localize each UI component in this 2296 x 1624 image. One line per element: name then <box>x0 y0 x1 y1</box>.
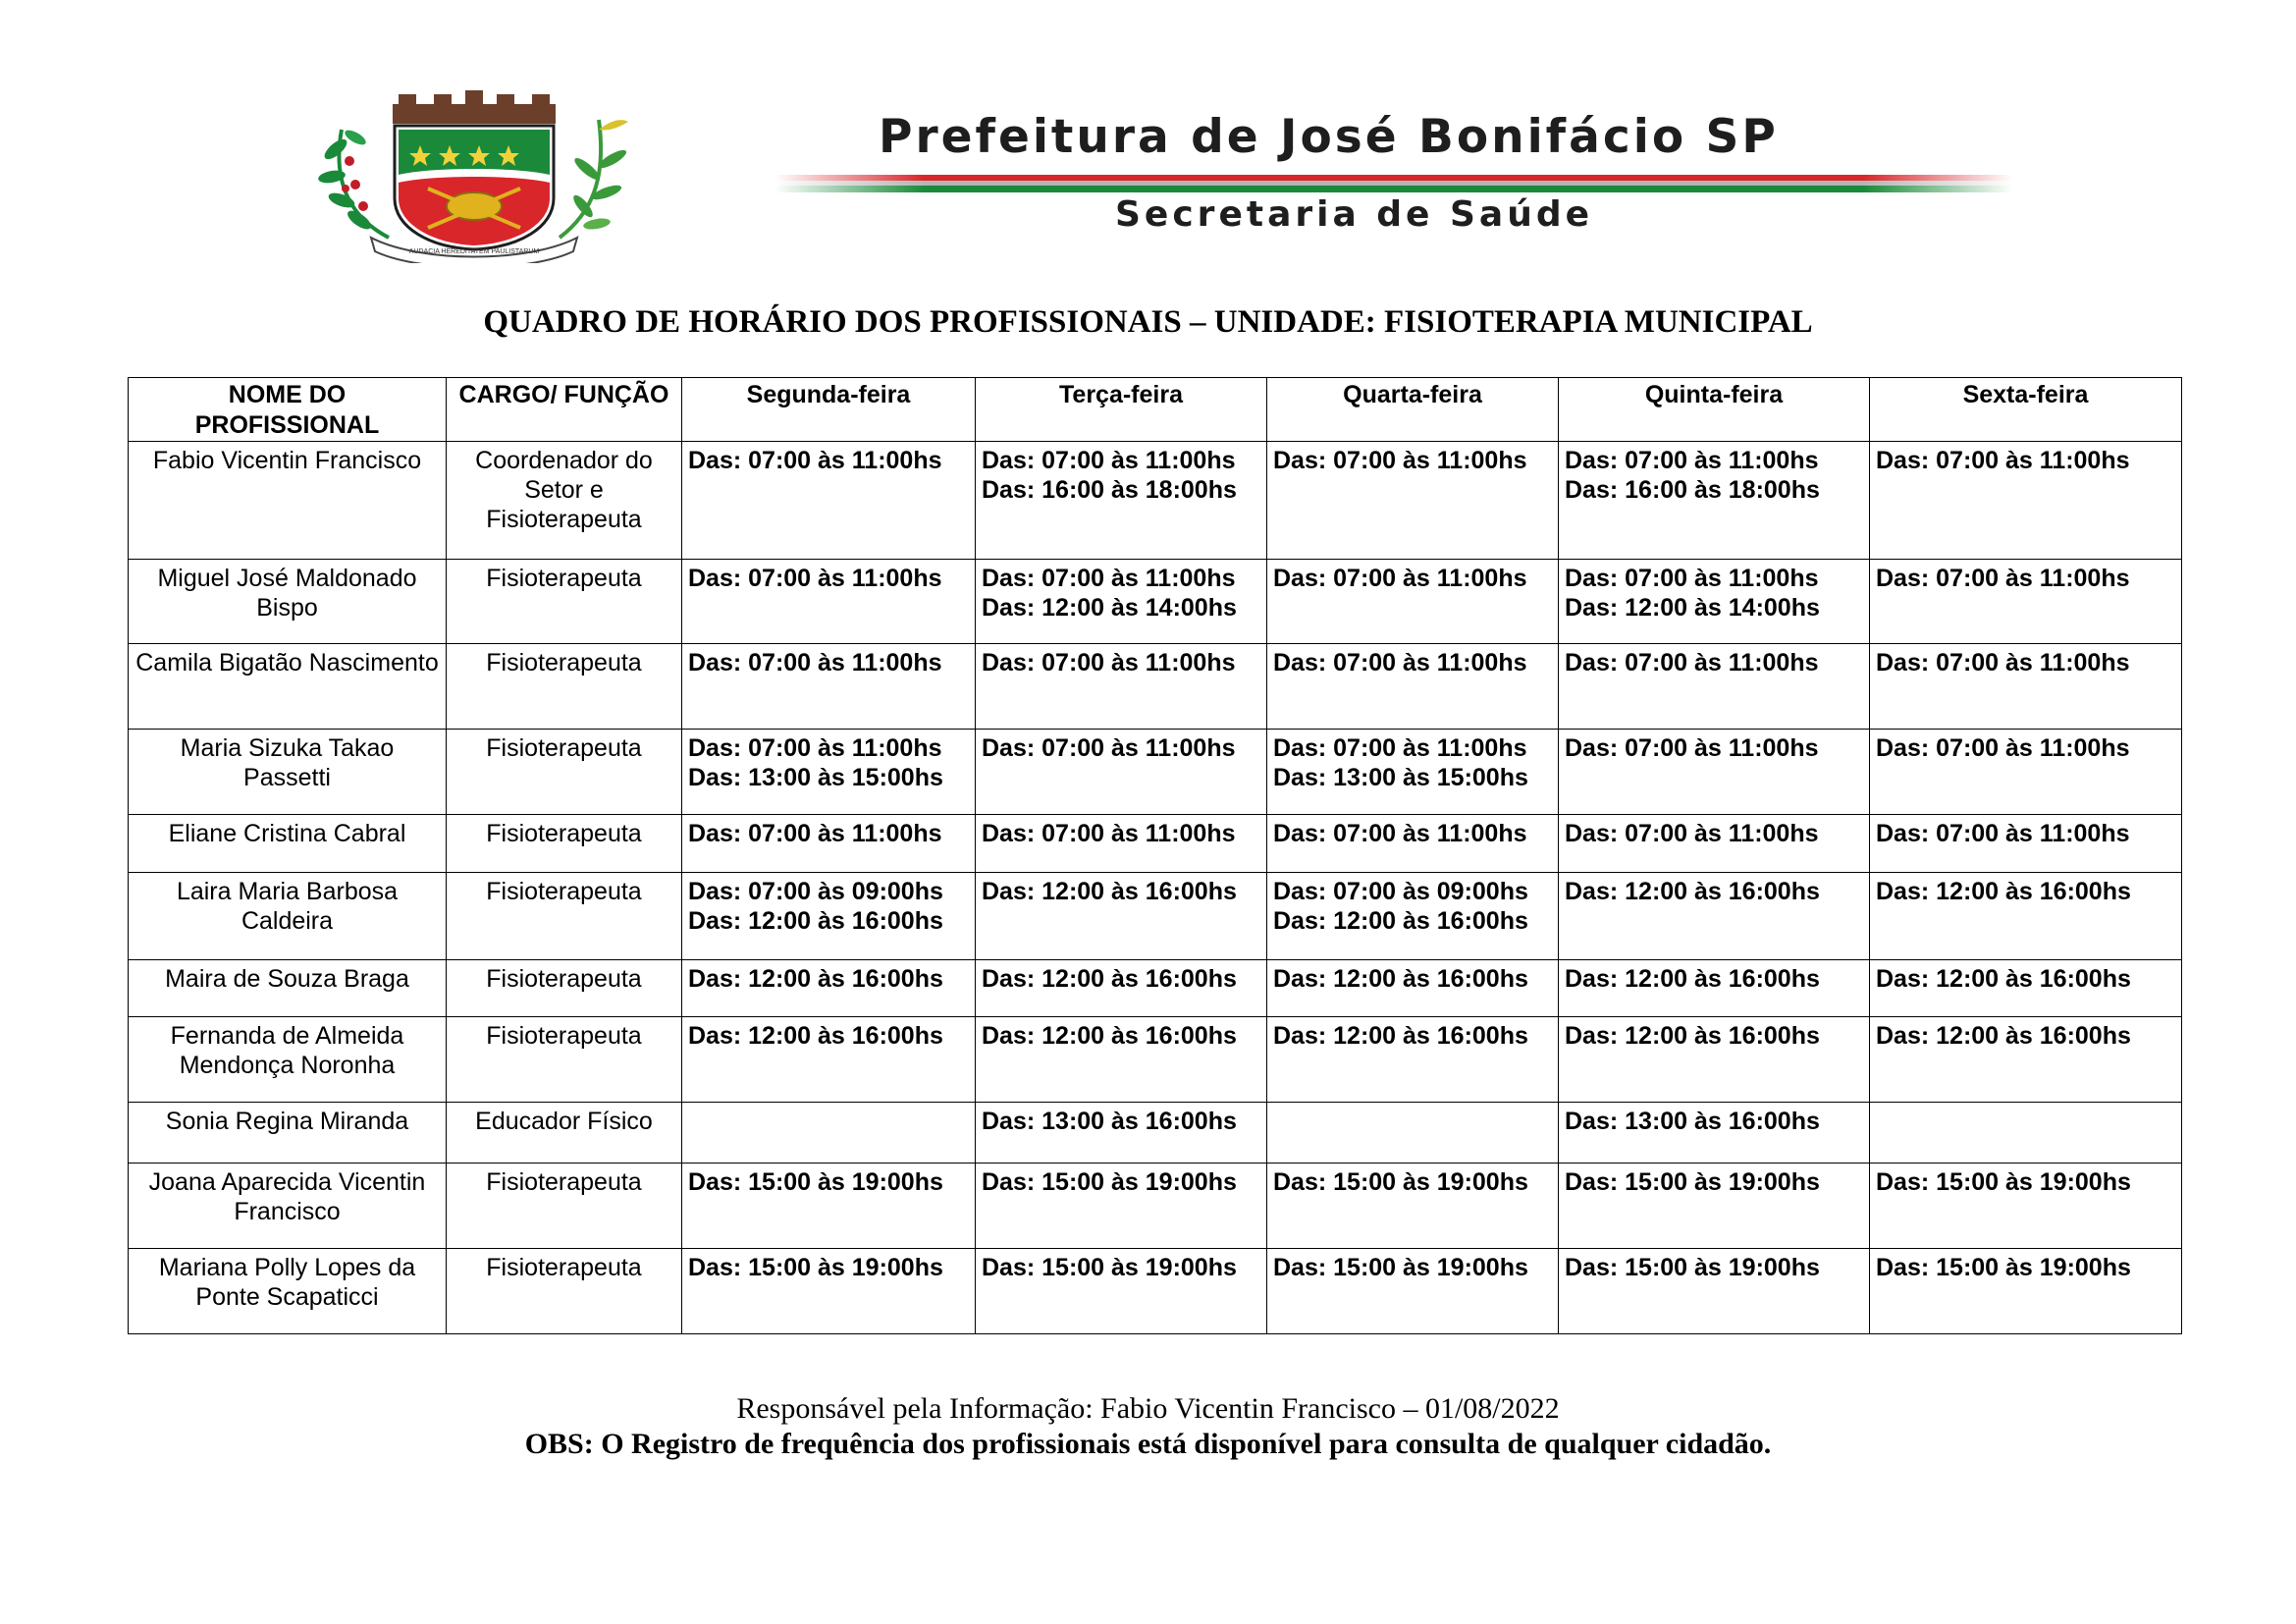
time-slot: Das: 12:00 às 16:00hs <box>1565 878 1820 905</box>
schedule-cell-monday <box>682 960 976 1017</box>
column-header-friday: Sexta-feira <box>1870 378 2182 442</box>
time-slot: Das: 12:00 às 16:00hs <box>1273 907 1528 935</box>
time-slot: Das: 16:00 às 18:00hs <box>1565 476 1820 504</box>
time-slot: Das: 15:00 às 19:00hs <box>982 1168 1237 1196</box>
column-header-tuesday: Terça-feira <box>976 378 1267 442</box>
time-slot: Das: 07:00 às 11:00hs <box>1273 820 1527 847</box>
time-slot: Das: 07:00 às 11:00hs <box>982 734 1236 762</box>
time-slot: Das: 12:00 às 16:00hs <box>688 965 943 993</box>
schedule-cell-thursday <box>1559 960 1870 1017</box>
time-slot: Das: 07:00 às 11:00hs <box>1565 734 1819 762</box>
schedule-cell-friday <box>1870 1103 2182 1164</box>
schedule-cell-monday <box>682 1249 976 1334</box>
time-slot: Das: 12:00 às 16:00hs <box>1273 1022 1528 1050</box>
time-slot: Das: 07:00 às 11:00hs <box>1876 820 2130 847</box>
schedule-cell-friday <box>1870 560 2182 644</box>
schedule-cell-tuesday <box>976 730 1267 815</box>
document-title: QUADRO DE HORÁRIO DOS PROFISSIONAIS – UNIDADE: FISIOTERAPIA MUNICIPAL <box>483 304 1813 340</box>
table-row <box>129 960 2182 1017</box>
schedule-cell-tuesday <box>976 815 1267 873</box>
schedule-cell-tuesday <box>976 960 1267 1017</box>
schedule-cell-monday <box>682 1017 976 1103</box>
schedule-cell-thursday <box>1559 644 1870 730</box>
professional-role: Fisioterapeuta <box>447 873 682 960</box>
time-slot: Das: 07:00 às 11:00hs <box>1876 734 2130 762</box>
schedule-cell-thursday <box>1559 815 1870 873</box>
table-row <box>129 1017 2182 1103</box>
table-row <box>129 873 2182 960</box>
table-row <box>129 1103 2182 1164</box>
column-header-name: NOME DO PROFISSIONAL <box>129 378 447 442</box>
professional-name: Eliane Cristina Cabral <box>129 815 447 873</box>
schedule-cell-tuesday <box>976 1249 1267 1334</box>
time-slot: Das: 07:00 às 11:00hs <box>1876 565 2130 592</box>
professional-role: Fisioterapeuta <box>447 1164 682 1249</box>
professional-role: Coordenador do Setor e Fisioterapeuta <box>447 442 682 560</box>
schedule-cell-wednesday <box>1267 442 1559 560</box>
time-slot: Das: 07:00 às 11:00hs <box>1876 649 2130 677</box>
time-slot: Das: 12:00 às 16:00hs <box>1876 965 2131 993</box>
table-row <box>129 1164 2182 1249</box>
time-slot: Das: 15:00 às 19:00hs <box>982 1254 1237 1281</box>
professional-role: Fisioterapeuta <box>447 815 682 873</box>
schedule-cell-friday <box>1870 873 2182 960</box>
municipal-crest-logo <box>312 90 636 263</box>
table-row <box>129 560 2182 644</box>
schedule-cell-thursday <box>1559 1164 1870 1249</box>
time-slot: Das: 15:00 às 19:00hs <box>1273 1168 1528 1196</box>
observation-note: OBS: O Registro de frequência dos profissionais está disponível para consulta de qualquer cidadão. <box>524 1428 1772 1460</box>
time-slot: Das: 07:00 às 11:00hs <box>1565 820 1819 847</box>
schedule-cell-friday <box>1870 442 2182 560</box>
professional-role: Fisioterapeuta <box>447 560 682 644</box>
schedule-cell-wednesday <box>1267 1164 1559 1249</box>
professional-name: Sonia Regina Miranda <box>129 1103 447 1164</box>
time-slot: Das: 07:00 às 11:00hs <box>1876 447 2130 474</box>
schedule-cell-friday <box>1870 730 2182 815</box>
time-slot: Das: 12:00 às 16:00hs <box>1876 1022 2131 1050</box>
schedule-cell-wednesday <box>1267 560 1559 644</box>
schedule-cell-tuesday <box>976 644 1267 730</box>
professional-name: Maira de Souza Braga <box>129 960 447 1017</box>
professional-role: Fisioterapeuta <box>447 960 682 1017</box>
schedule-cell-thursday <box>1559 1249 1870 1334</box>
schedule-cell-friday <box>1870 960 2182 1017</box>
professional-name: Laira Maria Barbosa Caldeira <box>129 873 447 960</box>
time-slot: Das: 15:00 às 19:00hs <box>688 1168 943 1196</box>
time-slot: Das: 12:00 às 16:00hs <box>1565 965 1820 993</box>
table-row <box>129 815 2182 873</box>
sugar-cane-branch-icon <box>560 120 628 238</box>
schedule-cell-monday <box>682 730 976 815</box>
time-slot: Das: 07:00 às 11:00hs <box>1273 447 1527 474</box>
time-slot: Das: 07:00 às 11:00hs <box>688 649 942 677</box>
professional-name: Camila Bigatão Nascimento <box>129 644 447 730</box>
schedule-cell-monday <box>682 815 976 873</box>
professional-role: Educador Físico <box>447 1103 682 1164</box>
time-slot: Das: 13:00 às 15:00hs <box>688 764 943 791</box>
schedule-cell-monday <box>682 1103 976 1164</box>
time-slot: Das: 07:00 às 11:00hs <box>1565 649 1819 677</box>
schedule-cell-tuesday <box>976 560 1267 644</box>
schedule-cell-friday <box>1870 644 2182 730</box>
time-slot: Das: 07:00 às 11:00hs <box>688 447 942 474</box>
time-slot: Das: 15:00 às 19:00hs <box>1273 1254 1528 1281</box>
time-slot: Das: 15:00 às 19:00hs <box>1876 1168 2131 1196</box>
professional-role: Fisioterapeuta <box>447 1249 682 1334</box>
org-name: Prefeitura de José Bonifácio SP <box>879 110 1779 164</box>
time-slot: Das: 15:00 às 19:00hs <box>688 1254 943 1281</box>
schedule-cell-wednesday <box>1267 960 1559 1017</box>
time-slot: Das: 16:00 às 18:00hs <box>982 476 1237 504</box>
time-slot: Das: 12:00 às 16:00hs <box>688 1022 943 1050</box>
department-name: Secretaria de Saúde <box>1115 194 1594 235</box>
coffee-branch-icon <box>317 128 389 238</box>
schedule-cell-thursday <box>1559 873 1870 960</box>
time-slot: Das: 07:00 às 11:00hs <box>1273 734 1527 762</box>
schedule-cell-thursday <box>1559 1017 1870 1103</box>
schedule-cell-thursday <box>1559 1103 1870 1164</box>
time-slot: Das: 07:00 às 11:00hs <box>982 820 1236 847</box>
time-slot: Das: 07:00 às 11:00hs <box>982 565 1236 592</box>
time-slot: Das: 07:00 às 11:00hs <box>1565 447 1819 474</box>
professional-name: Mariana Polly Lopes da Ponte Scapaticci <box>129 1249 447 1334</box>
professional-role: Fisioterapeuta <box>447 730 682 815</box>
time-slot: Das: 12:00 às 16:00hs <box>1876 878 2131 905</box>
schedule-cell-monday <box>682 644 976 730</box>
schedule-cell-tuesday <box>976 442 1267 560</box>
professional-name: Fabio Vicentin Francisco <box>129 442 447 560</box>
time-slot: Das: 07:00 às 11:00hs <box>1273 565 1527 592</box>
table-row <box>129 644 2182 730</box>
professional-name: Joana Aparecida Vicentin Francisco <box>129 1164 447 1249</box>
mural-crown-icon <box>393 90 556 124</box>
time-slot: Das: 07:00 às 11:00hs <box>688 820 942 847</box>
professional-name: Maria Sizuka Takao Passetti <box>129 730 447 815</box>
time-slot: Das: 12:00 às 16:00hs <box>688 907 943 935</box>
schedule-cell-wednesday <box>1267 730 1559 815</box>
time-slot: Das: 15:00 às 19:00hs <box>1876 1254 2131 1281</box>
table-header-row <box>129 378 2182 442</box>
column-header-thursday: Quinta-feira <box>1559 378 1870 442</box>
time-slot: Das: 12:00 às 14:00hs <box>982 594 1237 622</box>
schedule-cell-tuesday <box>976 1017 1267 1103</box>
column-header-role: CARGO/ FUNÇÃO <box>447 378 682 442</box>
time-slot: Das: 07:00 às 11:00hs <box>1273 649 1527 677</box>
table-row <box>129 442 2182 560</box>
time-slot: Das: 07:00 às 11:00hs <box>688 734 942 762</box>
time-slot: Das: 07:00 às 11:00hs <box>688 565 942 592</box>
table-row <box>129 1249 2182 1334</box>
schedule-cell-thursday <box>1559 442 1870 560</box>
schedule-cell-wednesday <box>1267 1103 1559 1164</box>
schedule-cell-friday <box>1870 1249 2182 1334</box>
schedule-cell-friday <box>1870 1164 2182 1249</box>
schedule-table <box>128 377 2182 1334</box>
professional-name: Fernanda de Almeida Mendonça Noronha <box>129 1017 447 1103</box>
column-header-monday: Segunda-feira <box>682 378 976 442</box>
schedule-cell-wednesday <box>1267 815 1559 873</box>
responsible-line: Responsável pela Informação: Fabio Vicentin Francisco – 01/08/2022 <box>736 1392 1560 1425</box>
time-slot: Das: 07:00 às 09:00hs <box>688 878 943 905</box>
time-slot: Das: 12:00 às 16:00hs <box>982 965 1237 993</box>
svg-text:AUDACIA HEREDITATEM PAULISTARU: AUDACIA HEREDITATEM PAULISTARUM <box>408 248 540 255</box>
schedule-cell-monday <box>682 442 976 560</box>
time-slot: Das: 07:00 às 11:00hs <box>982 649 1236 677</box>
schedule-cell-thursday <box>1559 730 1870 815</box>
schedule-cell-friday <box>1870 815 2182 873</box>
schedule-cell-wednesday <box>1267 644 1559 730</box>
time-slot: Das: 12:00 às 16:00hs <box>1273 965 1528 993</box>
flag-stripes <box>775 175 2012 192</box>
schedule-cell-tuesday <box>976 1164 1267 1249</box>
time-slot: Das: 13:00 às 15:00hs <box>1273 764 1528 791</box>
schedule-cell-tuesday <box>976 1103 1267 1164</box>
professional-name: Miguel José Maldonado Bispo <box>129 560 447 644</box>
professional-role: Fisioterapeuta <box>447 644 682 730</box>
table-row <box>129 730 2182 815</box>
professional-role: Fisioterapeuta <box>447 1017 682 1103</box>
time-slot: Das: 07:00 às 11:00hs <box>982 447 1236 474</box>
schedule-table-body <box>129 442 2182 1334</box>
schedule-cell-wednesday <box>1267 1017 1559 1103</box>
schedule-cell-monday <box>682 560 976 644</box>
time-slot: Das: 07:00 às 11:00hs <box>1565 565 1819 592</box>
column-header-wednesday: Quarta-feira <box>1267 378 1559 442</box>
time-slot: Das: 12:00 às 16:00hs <box>1565 1022 1820 1050</box>
shield-icon <box>395 126 554 249</box>
time-slot: Das: 07:00 às 09:00hs <box>1273 878 1528 905</box>
time-slot: Das: 15:00 às 19:00hs <box>1565 1168 1820 1196</box>
time-slot: Das: 13:00 às 16:00hs <box>1565 1108 1820 1135</box>
schedule-cell-wednesday <box>1267 1249 1559 1334</box>
schedule-cell-thursday <box>1559 560 1870 644</box>
time-slot: Das: 15:00 às 19:00hs <box>1565 1254 1820 1281</box>
time-slot: Das: 12:00 às 14:00hs <box>1565 594 1820 622</box>
time-slot: Das: 12:00 às 16:00hs <box>982 1022 1237 1050</box>
schedule-cell-friday <box>1870 1017 2182 1103</box>
time-slot: Das: 13:00 às 16:00hs <box>982 1108 1237 1135</box>
time-slot: Das: 12:00 às 16:00hs <box>982 878 1237 905</box>
schedule-cell-wednesday <box>1267 873 1559 960</box>
schedule-cell-monday <box>682 1164 976 1249</box>
schedule-cell-tuesday <box>976 873 1267 960</box>
schedule-cell-monday <box>682 873 976 960</box>
